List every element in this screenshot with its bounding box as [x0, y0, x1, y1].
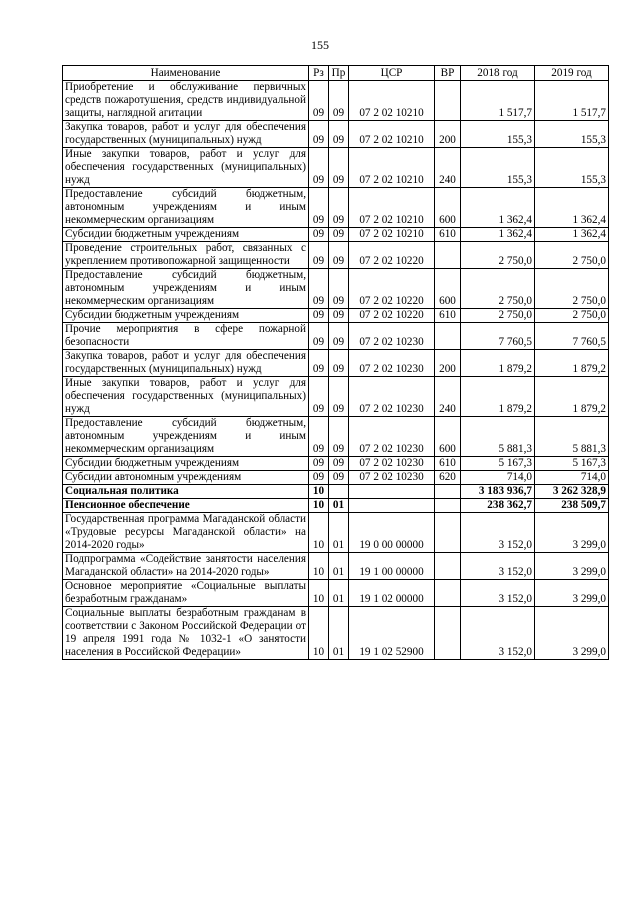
cell-2018: 2 750,0 [461, 269, 535, 309]
cell-name: Субсидии бюджетным учреждениям [63, 228, 309, 242]
cell-pr: 09 [329, 148, 349, 188]
cell-vr: 620 [435, 471, 461, 485]
table-row [63, 309, 609, 323]
table-row [63, 323, 609, 350]
cell-name: Иные закупки товаров, работ и услуг для обеспечения государственных (муниципальных) нужд [63, 148, 309, 188]
cell-vr [435, 499, 461, 513]
cell-name: Субсидии бюджетным учреждениям [63, 309, 309, 323]
cell-name: Прочие мероприятия в сфере пожарной безопасности [63, 323, 309, 350]
cell-rz: 09 [309, 148, 329, 188]
table-row [63, 553, 609, 580]
cell-rz: 10 [309, 607, 329, 660]
cell-pr: 01 [329, 553, 349, 580]
cell-csr: 07 2 02 10220 [349, 269, 435, 309]
cell-pr: 01 [329, 513, 349, 553]
cell-name: Предоставление субсидий бюджетным, автономным учреждениям и иным некоммерческим организациям [63, 417, 309, 457]
cell-vr [435, 242, 461, 269]
cell-name: Социальная политика [63, 485, 309, 499]
cell-vr [435, 485, 461, 499]
cell-2019: 1 362,4 [535, 228, 609, 242]
cell-2019: 1 879,2 [535, 350, 609, 377]
cell-2018: 1 517,7 [461, 81, 535, 121]
cell-2019: 3 299,0 [535, 607, 609, 660]
cell-csr: 07 2 02 10230 [349, 323, 435, 350]
cell-pr: 09 [329, 323, 349, 350]
table-row [63, 228, 609, 242]
cell-2019: 3 299,0 [535, 513, 609, 553]
cell-2018: 7 760,5 [461, 323, 535, 350]
cell-csr: 07 2 02 10230 [349, 417, 435, 457]
cell-2019: 1 879,2 [535, 377, 609, 417]
cell-rz: 09 [309, 81, 329, 121]
cell-csr: 07 2 02 10210 [349, 188, 435, 228]
cell-name: Государственная программа Магаданской области «Трудовые ресурсы Магаданской области» на 2014-2020 годы» [63, 513, 309, 553]
cell-2019: 3 262 328,9 [535, 485, 609, 499]
cell-rz: 09 [309, 471, 329, 485]
header-vr: ВР [435, 66, 461, 81]
cell-csr: 07 2 02 10230 [349, 457, 435, 471]
cell-2019: 714,0 [535, 471, 609, 485]
cell-2019: 7 760,5 [535, 323, 609, 350]
cell-name: Подпрограмма «Содействие занятости населения Магаданской области» на 2014-2020 годы» [63, 553, 309, 580]
cell-vr: 200 [435, 350, 461, 377]
cell-vr: 600 [435, 269, 461, 309]
cell-pr: 09 [329, 121, 349, 148]
cell-2019: 3 299,0 [535, 553, 609, 580]
cell-csr [349, 499, 435, 513]
cell-vr [435, 580, 461, 607]
cell-csr: 07 2 02 10230 [349, 471, 435, 485]
cell-vr [435, 323, 461, 350]
cell-rz: 09 [309, 350, 329, 377]
cell-rz: 10 [309, 553, 329, 580]
cell-csr: 19 1 02 52900 [349, 607, 435, 660]
cell-2019: 155,3 [535, 121, 609, 148]
cell-2019: 2 750,0 [535, 309, 609, 323]
cell-2018: 5 881,3 [461, 417, 535, 457]
cell-2018: 714,0 [461, 471, 535, 485]
table-row [63, 377, 609, 417]
cell-csr: 07 2 02 10230 [349, 350, 435, 377]
cell-name: Субсидии бюджетным учреждениям [63, 457, 309, 471]
cell-vr: 610 [435, 228, 461, 242]
table-row [63, 417, 609, 457]
header-2019: 2019 год [535, 66, 609, 81]
cell-name: Субсидии автономным учреждениям [63, 471, 309, 485]
cell-rz: 10 [309, 485, 329, 499]
cell-rz: 09 [309, 121, 329, 148]
cell-rz: 09 [309, 309, 329, 323]
cell-csr: 19 0 00 00000 [349, 513, 435, 553]
cell-pr: 09 [329, 242, 349, 269]
cell-csr: 07 2 02 10210 [349, 81, 435, 121]
cell-pr: 09 [329, 269, 349, 309]
table-row [63, 121, 609, 148]
cell-rz: 09 [309, 188, 329, 228]
table-row [63, 148, 609, 188]
cell-csr: 19 1 00 00000 [349, 553, 435, 580]
table-row [63, 188, 609, 228]
cell-vr: 240 [435, 377, 461, 417]
cell-2018: 155,3 [461, 148, 535, 188]
cell-2018: 1 362,4 [461, 188, 535, 228]
cell-name: Приобретение и обслуживание первичных средств пожаротушения, средств индивидуальной защиты, наглядной агитации [63, 81, 309, 121]
cell-2018: 238 362,7 [461, 499, 535, 513]
cell-2019: 1 362,4 [535, 188, 609, 228]
cell-vr: 610 [435, 309, 461, 323]
budget-table [62, 65, 609, 660]
cell-vr [435, 513, 461, 553]
cell-name: Предоставление субсидий бюджетным, автономным учреждениям и иным некоммерческим организациям [63, 188, 309, 228]
cell-2018: 155,3 [461, 121, 535, 148]
cell-rz: 10 [309, 513, 329, 553]
header-2018: 2018 год [461, 66, 535, 81]
cell-pr: 09 [329, 228, 349, 242]
cell-vr: 240 [435, 148, 461, 188]
cell-2018: 3 152,0 [461, 553, 535, 580]
cell-csr: 07 2 02 10210 [349, 148, 435, 188]
table-header-row [63, 66, 609, 81]
cell-name: Иные закупки товаров, работ и услуг для обеспечения государственных (муниципальных) нужд [63, 377, 309, 417]
cell-2018: 2 750,0 [461, 309, 535, 323]
header-pr: Пр [329, 66, 349, 81]
cell-pr: 09 [329, 377, 349, 417]
cell-csr: 19 1 02 00000 [349, 580, 435, 607]
cell-pr: 01 [329, 499, 349, 513]
table-row [63, 471, 609, 485]
cell-pr: 09 [329, 417, 349, 457]
cell-vr [435, 607, 461, 660]
cell-vr: 200 [435, 121, 461, 148]
header-rz: Рз [309, 66, 329, 81]
cell-csr: 07 2 02 10220 [349, 242, 435, 269]
cell-pr [329, 485, 349, 499]
cell-name: Проведение строительных работ, связанных с укреплением противопожарной защищенности [63, 242, 309, 269]
cell-name: Закупка товаров, работ и услуг для обеспечения государственных (муниципальных) нужд [63, 350, 309, 377]
table-row [63, 485, 609, 499]
table-row [63, 580, 609, 607]
cell-2019: 5 881,3 [535, 417, 609, 457]
cell-rz: 10 [309, 499, 329, 513]
page-number: 155 [311, 38, 329, 52]
cell-2018: 3 152,0 [461, 580, 535, 607]
cell-name: Предоставление субсидий бюджетным, автономным учреждениям и иным некоммерческим организациям [63, 269, 309, 309]
cell-2019: 2 750,0 [535, 242, 609, 269]
cell-name: Пенсионное обеспечение [63, 499, 309, 513]
cell-pr: 09 [329, 457, 349, 471]
cell-2019: 3 299,0 [535, 580, 609, 607]
cell-csr: 07 2 02 10210 [349, 228, 435, 242]
cell-rz: 09 [309, 457, 329, 471]
cell-name: Социальные выплаты безработным гражданам в соответствии с Законом Российской Федерации от 19 апреля 1991 года № 1032-1 «О занятости населения в Российской Федерации» [63, 607, 309, 660]
cell-vr [435, 81, 461, 121]
cell-vr: 600 [435, 417, 461, 457]
cell-2018: 3 152,0 [461, 607, 535, 660]
cell-2019: 155,3 [535, 148, 609, 188]
cell-vr: 600 [435, 188, 461, 228]
cell-pr: 09 [329, 309, 349, 323]
cell-pr: 01 [329, 580, 349, 607]
cell-2018: 1 879,2 [461, 377, 535, 417]
cell-csr: 07 2 02 10220 [349, 309, 435, 323]
cell-pr: 09 [329, 471, 349, 485]
cell-rz: 09 [309, 228, 329, 242]
table-body [63, 81, 609, 660]
table-row [63, 81, 609, 121]
cell-2018: 1 879,2 [461, 350, 535, 377]
header-name: Наименование [63, 66, 309, 81]
table-row [63, 499, 609, 513]
cell-pr: 09 [329, 350, 349, 377]
table-row [63, 242, 609, 269]
cell-csr: 07 2 02 10210 [349, 121, 435, 148]
cell-rz: 09 [309, 269, 329, 309]
cell-pr: 09 [329, 188, 349, 228]
table-row [63, 513, 609, 553]
cell-2018: 3 183 936,7 [461, 485, 535, 499]
table-row [63, 457, 609, 471]
cell-2019: 238 509,7 [535, 499, 609, 513]
table-row [63, 607, 609, 660]
cell-pr: 09 [329, 81, 349, 121]
table-row [63, 269, 609, 309]
cell-rz: 09 [309, 323, 329, 350]
header-csr: ЦСР [349, 66, 435, 81]
cell-2018: 2 750,0 [461, 242, 535, 269]
cell-name: Основное мероприятие «Социальные выплаты безработным гражданам» [63, 580, 309, 607]
cell-name: Закупка товаров, работ и услуг для обеспечения государственных (муниципальных) нужд [63, 121, 309, 148]
cell-rz: 09 [309, 417, 329, 457]
cell-pr: 01 [329, 607, 349, 660]
cell-2018: 3 152,0 [461, 513, 535, 553]
cell-rz: 09 [309, 242, 329, 269]
cell-2019: 2 750,0 [535, 269, 609, 309]
cell-csr [349, 485, 435, 499]
cell-vr: 610 [435, 457, 461, 471]
cell-rz: 09 [309, 377, 329, 417]
cell-rz: 10 [309, 580, 329, 607]
cell-2019: 5 167,3 [535, 457, 609, 471]
cell-vr [435, 553, 461, 580]
cell-2019: 1 517,7 [535, 81, 609, 121]
cell-2018: 5 167,3 [461, 457, 535, 471]
cell-2018: 1 362,4 [461, 228, 535, 242]
table-row [63, 350, 609, 377]
cell-csr: 07 2 02 10230 [349, 377, 435, 417]
